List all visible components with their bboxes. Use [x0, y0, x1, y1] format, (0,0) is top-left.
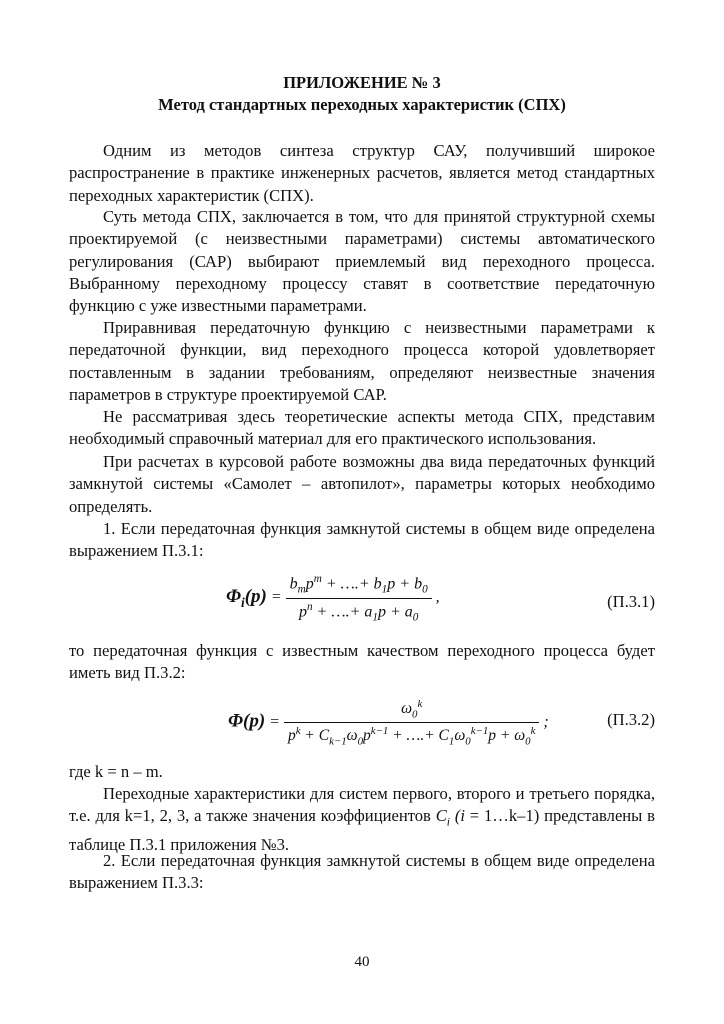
paragraph-6: 1. Если передаточная функция замкнутой системы в общем виде определена выражением П.3.1:	[69, 519, 655, 561]
page-number: 40	[354, 954, 370, 970]
coefficient-index: i	[446, 815, 450, 829]
paragraph-3: Приравнивая передаточную функцию с неизвестными параметрами к передаточной функции, вид переходного процесса которой удовлетворяет поставленным в задании требованиям, определяют неизвестные значения параметров в структуре проектируемой САР.	[69, 318, 655, 404]
paragraph-2: Суть метода СПХ, заключается в том, что для принятой структурной схемы проектируемой (с неизвестными параметрами) системы автоматического регулирования (САР) выбирают приемлемый вид переходного процесса. Выбранному переходному процессу ставят в соответствие передаточную функцию с уже известными параметрами.	[69, 207, 655, 316]
paragraph-7: то передаточная функция с известным качеством переходного процесса будет иметь вид П.3.2:	[69, 641, 655, 683]
paragraph-9-text-b: = 1…k–1) представлены в таблице П.3.1 приложения №3.	[69, 806, 655, 854]
coefficient-letter: C	[435, 806, 447, 826]
paragraph-10: 2. Если передаточная функция замкнутой системы в общем виде определена выражением П.3.3:	[69, 851, 655, 893]
paragraph-9	[69, 783, 655, 856]
equation-number-1: (П.3.1)	[607, 592, 655, 611]
appendix-subtitle: Метод стандартных переходных характеристик (СПХ)	[158, 95, 566, 114]
coefficient-index-open: (i	[450, 806, 465, 826]
formula-p3-1: $\Phi_i(p)$ = $\frac{b_mp^m + \dots.+ b_1p + b_0}{p^n + \dots.+ a_1p + a_0}$ ,	[226, 573, 440, 624]
paragraph-1: Одним из методов синтеза структур САУ, получивший широкое распространение в практике инженерных расчетов, является метод стандартных переходных характеристик (СПХ).	[69, 141, 655, 205]
paragraph-4: Не рассматривая здесь теоретические аспекты метода СПХ, представим необходимый справочный материал для его практического использования.	[69, 407, 655, 449]
formula-p3-2: Φ(p) = $\frac{\omega_0^k}{p^k + C_{k-1}\omega_0p^{k-1} + \dots.+ C_1\omega_0^{k-1}p + \omega_0^k}$ ;	[228, 698, 549, 748]
paragraph-8: где k = n – m.	[69, 762, 163, 781]
coefficient-symbol	[435, 806, 465, 829]
appendix-title: ПРИЛОЖЕНИЕ № 3	[283, 73, 441, 92]
paragraph-9-text-a: Переходные характеристики для систем первого, второго и третьего порядка, т.е. для k=1, 2, 3, а также значения коэффициентов	[69, 784, 655, 826]
equation-number-2: (П.3.2)	[607, 710, 655, 729]
paragraph-5: При расчетах в курсовой работе возможны два вида передаточных функций замкнутой системы «Самолет – автопилот», параметры которых необходимо определять.	[69, 452, 655, 516]
